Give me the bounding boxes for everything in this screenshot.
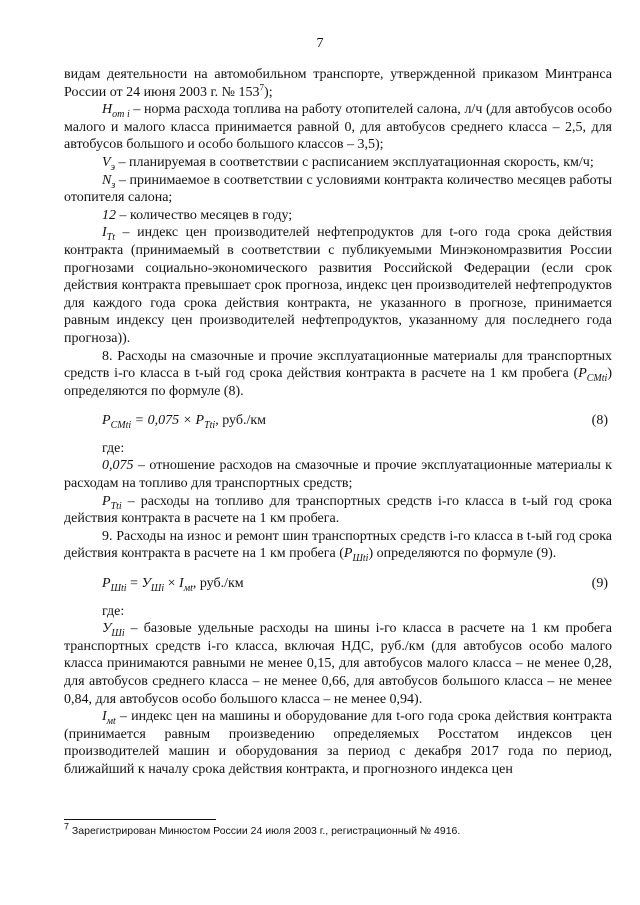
def-speed: $V_э$ – планируемая в соответствии с расписанием эксплуатационная скорость, км/ч; xyxy=(102,154,594,173)
def-fuel-cost: $P_{Tti}$ – расходы на топливо для транспортных средств i-го класса в t-ый год срока действия контракта в расчете на 1 км пробега. xyxy=(64,493,612,527)
intro-paragraph: видам деятельности на автомобильном транспорте, утвержденной приказом Минтранса России от 24 июня 2003 г. № $153^7$); xyxy=(64,67,612,100)
where-label-2: где: xyxy=(102,603,125,619)
page-number: 7 xyxy=(316,36,324,51)
def-months: $N_з$ – принимаемое в соответствии с условиями контракта количество месяцев работы отопителя салона; xyxy=(64,172,612,206)
formula-9-expression: $P_{Шti} = У_{Шi} \times I_{мt}$, руб./км xyxy=(102,576,244,594)
paragraph-8: 8. Расходы на смазочные и прочие эксплуатационные материалы для транспортных средств i-го класса в t-ый год срока действия контракта в расчете на 1 км пробега $(P_{СМti})$ определяются по формуле (8). xyxy=(64,348,612,399)
formula-9 xyxy=(64,575,612,593)
def-heater-norm: $H_{от i}$ – норма расхода топлива на работу отопителей салона, л/ч (для автобусов особо малого и малого класса принимается равной 0, для автобусов среднего класса – 2,5, для автобусов большого и особо большого классов – 3,5); xyxy=(64,102,612,153)
def-twelve: 12 – количество месяцев в году; xyxy=(102,207,293,223)
def-ratio: 0,075 – отношение расходов на смазочные и прочие эксплуатационные материалы к расходам на топливо для транспортных средств; xyxy=(64,458,612,492)
where-label: где: xyxy=(102,440,125,456)
formula-9-number: (9) xyxy=(591,576,608,592)
def-fuel-index: $I_{Tt}$ – индекс цен производителей нефтепродуктов для t-ого года срока действия контракта (принимаемый в соответствии с публикуемыми Минэкономразвития России прогнозами социально-экономического развития Российской Федерации (если срок действия контракта превышает срок прогноза, индекс цен производителей нефтепродуктов для каждого года срока действия контракта, не указанного в прогнозе, принимается равным индексу цен производителей нефтепродуктов, указанному для последнего года прогноза)). xyxy=(64,225,612,346)
paragraph-9: 9. Расходы на износ и ремонт шин транспортных средств i-го класса в t-ый год срока действия контракта в расчете на 1 км пробега $(P_{Шti})$ определяются по формуле (9). xyxy=(64,528,612,565)
footnote: $^7$ Зарегистрирован Минюстом России 24 июля 2003 г., регистрационный № 4916. xyxy=(64,821,461,837)
formula-8-expression: $P_{СМti} = 0,075 \times P_{Tti}$, руб./км xyxy=(102,413,267,432)
formula-8-number: (8) xyxy=(591,413,608,429)
def-machine-index: $I_{мt}$ – индекс цен на машины и оборудование для t-ого года срока действия контракта (принимается равным произведению определяемых Росстатом индексов цен производителей машин и оборудования за период с декабря 2017 года по период, ближайший к началу срока действия контракта, и прогнозного индекса цен xyxy=(64,709,612,777)
footnote-divider xyxy=(64,819,216,820)
formula-8 xyxy=(64,412,612,430)
document-body xyxy=(64,66,612,779)
def-tire-cost: $У_{Шi}$ – базовые удельные расходы на шины i-го класса в расчете на 1 км пробега транспортных средств i-го класса, включая НДС, руб./км (для автобусов особо малого класса принимаются равными не менее 0,15, для автобусов малого класса – не менее 0,28, для автобусов среднего класса – не менее 0,66, для автобусов большого класса – не менее 0,84, для автобусов особо большого класса – не менее 0,94). xyxy=(64,621,612,707)
